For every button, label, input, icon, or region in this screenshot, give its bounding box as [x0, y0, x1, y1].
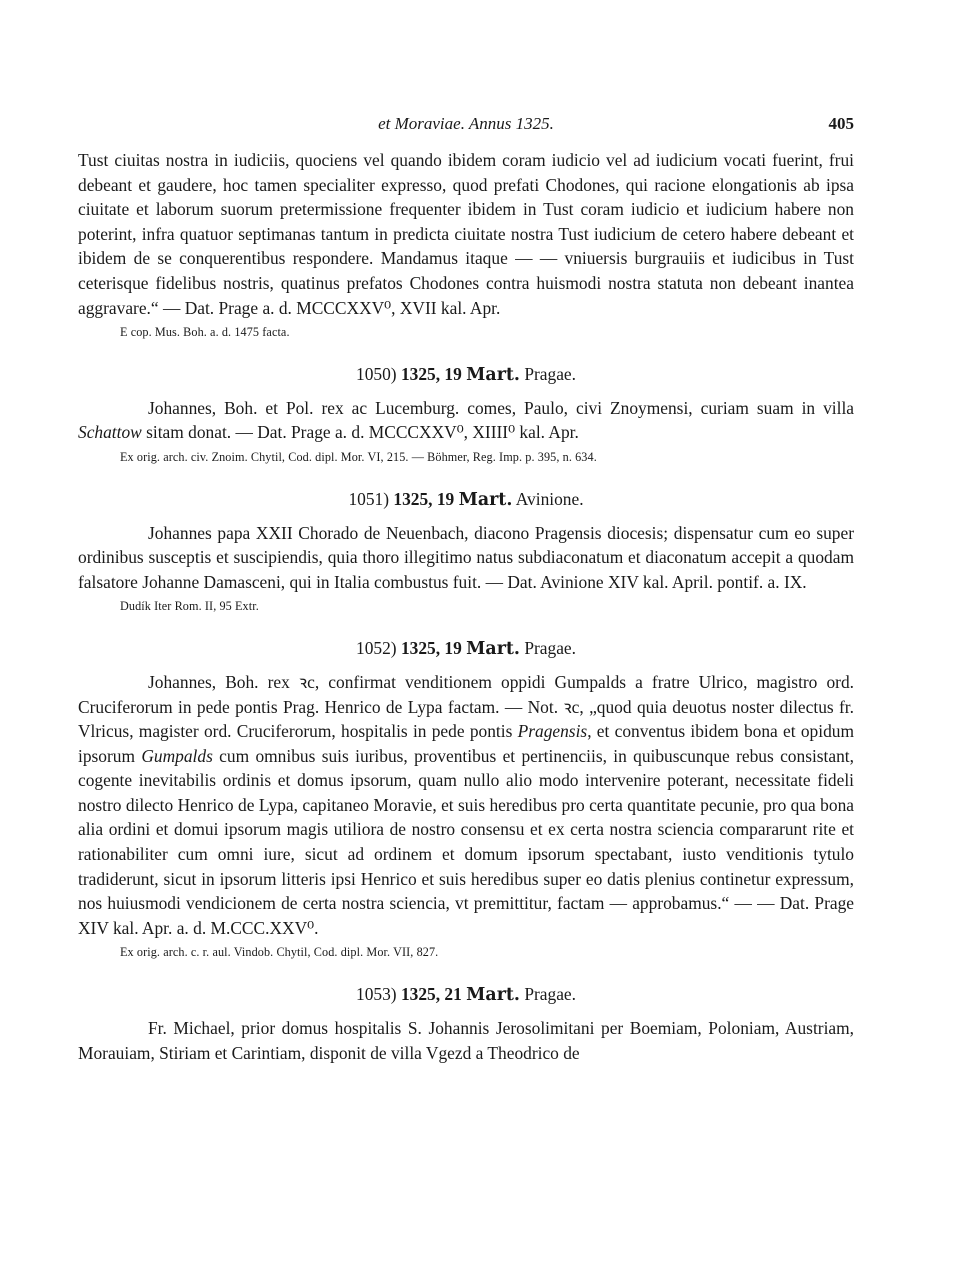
running-head: [78, 112, 854, 136]
entry-place: Pragae.: [524, 638, 576, 659]
entry-number: 1052): [356, 638, 397, 659]
italic-place-name: Pragensis: [517, 721, 588, 742]
entry-date: 1325, 19: [393, 488, 455, 509]
text-segment: sitam donat. — Dat. Prage a. d. MCCCXXV⁰, XIIII⁰ kal. Apr.: [141, 422, 579, 443]
entry-number: 1053): [356, 984, 397, 1005]
entry-date: 1325, 21: [400, 984, 462, 1005]
text-segment: cum omnibus suis iuribus, proventibus et pertinenciis, in quibuscunque rebus consistant, cogente inevitabilis ordinis et domus ipsorum, quam nullo alio modo intervenire poterant, necessitate fideli nostro dilecto Henrico de Lypa, capitaneo Moravie, et suis heredibus pro certa quantitate pecunie, pro qua bona alia ordini et domui ipsorum magis utiliora de nostro consensu et ex certa nostra sciencia compararunt rite et rationabiliter cum omni iure, sicut ad ordinem et domum ipsorum spectabant, iusto venditionis tytulo tradiderunt, sicut in ipsorum litteris ipsi Henrico et suis heredibus super eo datis plenius continetur expressum, nos huiusmodi vendicionem de certa nostra sciencia, vt premittitur, factam — approbamus.“ — — Dat. Prage XIV kal. Apr. a. d. M.CCC.XXV⁰.: [78, 745, 854, 938]
text-segment: Johannes, Boh. rex ꝛc, confirmat venditionem oppidi Gumpalds a fratre Ulrico, magistro ord. Cruciferorum in pede pontis Prag. Henrico de Lypa factam. — Not. ꝛc, „quod quia deuotus noster dilectus fr. Vlricus, magister ord. Cruciferorum, hospitalis in pede pontis: [78, 671, 854, 742]
entry-month: Mart.: [466, 985, 520, 1006]
document-page: [78, 112, 854, 1065]
entry-place: Pragae.: [524, 984, 576, 1005]
entry-heading-1052: [78, 636, 854, 662]
entry-heading-1051: [78, 487, 854, 513]
entry-place: Avinione.: [515, 488, 584, 509]
entry-text-1053: Fr. Michael, prior domus hospitalis S. Johannis Jerosolimitani per Boemiam, Poloniam, Austriam, Morauiam, Stiriam et Carintiam, disponit de villa Vgezd a Theodrico de: [78, 1018, 854, 1063]
intro-source: E cop. Mus. Boh. a. d. 1475 facta.: [120, 325, 290, 340]
entry-heading-1050: [78, 362, 854, 388]
entry-number: 1050): [356, 364, 397, 385]
page-number: 405: [828, 114, 854, 133]
entry-month: Mart.: [466, 365, 520, 386]
text-segment: , et conventus ibidem bona et opidum ipsorum: [78, 721, 854, 766]
italic-place-name: Schattow: [78, 422, 142, 443]
entry-date: 1325, 19: [400, 638, 462, 659]
entry-place: Pragae.: [524, 364, 576, 385]
entry-month: Mart.: [458, 489, 513, 510]
text-segment: Johannes, Boh. et Pol. rex ac Lucemburg. comes, Paulo, civi Znoymensi, curiam suam in villa: [148, 397, 854, 418]
entry-month: Mart.: [466, 639, 520, 660]
intro-paragraph: Tust ciuitas nostra in iudiciis, quociens vel quando ibidem coram iudicio vel ad iudicium vocati fuerint, frui debeant et gaudere, hoc tamen specialiter expresso, quod prefati Chodones, qui racione elongationis ab ipsa ciuitate et laborum suorum pretermissione frequenter ibidem in Tust coram iudicio et iudicium habere non poterint, infra quatuor septimanas tantum in predicta ciuitate nostra Tust iudicium de cetero habere debeant et ibidem de se conquerentibus respondere. Mandamus itaque — — vniuersis burgrauiis et iudicibus in Tust ceterisque fidelibus nostris, quatinus prefatos Chodones contra huismodi nostra statuta non debeant inantea aggravare.“ — Dat. Prage a. d. MCCCXXV⁰, XVII kal. Apr.: [78, 150, 854, 318]
entry-date: 1325, 19: [400, 364, 462, 385]
entry-source-1050: Ex orig. arch. civ. Znoim. Chytil, Cod. dipl. Mor. VI, 215. — Böhmer, Reg. Imp. p. 395, n. 634.: [120, 449, 597, 464]
entry-text-1051: Johannes papa XXII Chorado de Neuenbach, diacono Pragensis diocesis; dispensatur cum eo super ordinibus susceptis et suscipiendis, quia thoro illegitimo natus subdiaconatum et diaconatum accepit a quodam falsatore Johanne Damasceni, qui in Italia combustus fuit. — Dat. Avinione XIV kal. April. pontif. a. IX.: [78, 522, 854, 592]
entry-number: 1051): [348, 488, 390, 509]
entry-source-1052: Ex orig. arch. c. r. aul. Vindob. Chytil, Cod. dipl. Mor. VII, 827.: [120, 945, 439, 960]
italic-place-name: Gumpalds: [141, 745, 213, 766]
entry-text-1050: [78, 396, 854, 445]
entry-source-1051: Dudík Iter Rom. II, 95 Extr.: [120, 599, 259, 614]
entry-text-1052: [78, 670, 854, 941]
running-head-title: et Moraviae. Annus 1325.: [378, 114, 554, 133]
entry-heading-1053: [78, 982, 854, 1008]
